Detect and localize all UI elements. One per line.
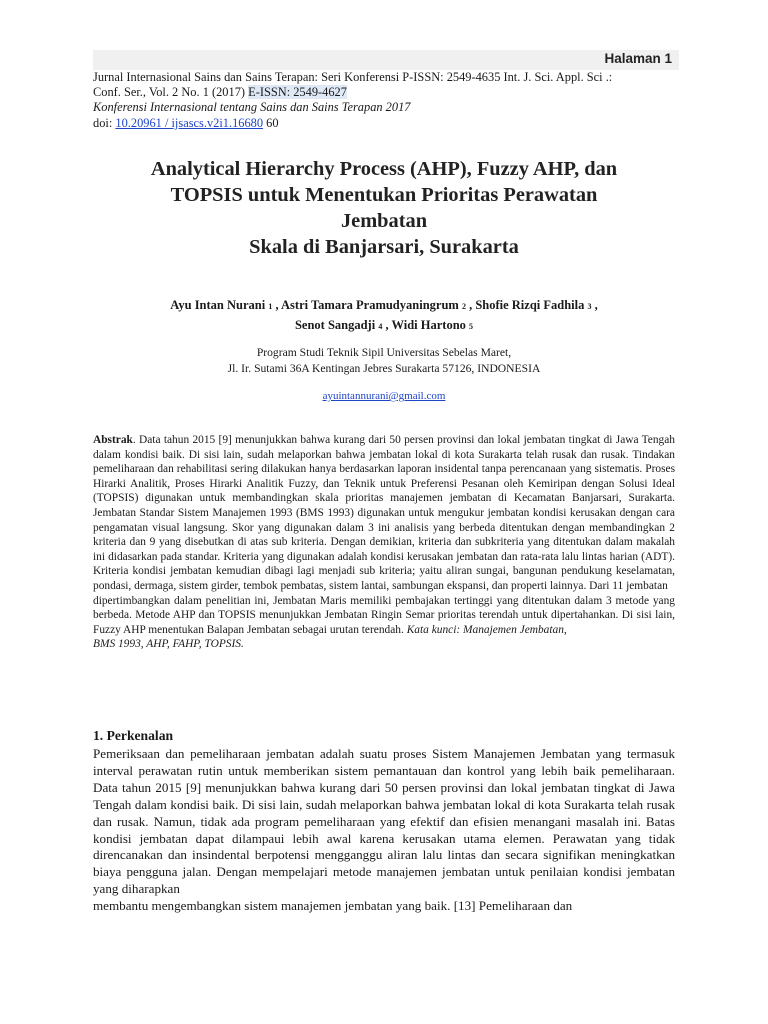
doi-link[interactable]: 10.20961 / ijsascs.v2i1.16680 <box>115 115 264 130</box>
author-line-1 <box>60 296 708 316</box>
journal-line: Jurnal Internasional Sains dan Sains Terapan: Seri Konferensi P-ISSN: 2549-4635 Int. J. Sci. Appl. Sci .: <box>93 70 613 84</box>
eissn-highlight: E-ISSN: 2549-4627 <box>248 85 347 100</box>
abstract-text-2: dipertimbangkan dalam penelitian ini, Jembatan Maris memiliki pembajakan tertinggi yang ditentukan dalam 3 metode yang berbeda. Metode AHP dan TOPSIS menunjukkan Jembatan Ringin Semar prioritas terendah untuk dipertahankan. Di sisi lain, Fuzzy AHP menentukan Balapan Jembatan sebagai urutan terendah. <box>93 594 675 636</box>
affiliation <box>60 345 708 377</box>
doi-line <box>93 116 683 131</box>
author-name: , Shofie Rizqi Fadhila <box>469 298 585 312</box>
doi-page: 60 <box>266 115 279 130</box>
section-body <box>93 746 675 915</box>
author-email <box>60 390 708 402</box>
keywords: Manajemen Jembatan, <box>463 623 567 636</box>
journal-metadata <box>93 70 683 131</box>
conference-name: Konferensi Internasional tentang Sains dan Sains Terapan 2017 <box>93 100 411 115</box>
keywords-continued: BMS 1993, AHP, FAHP, TOPSIS. <box>93 638 244 651</box>
title-line-3: Jembatan <box>340 210 428 232</box>
keywords-label: Kata kunci: <box>406 623 461 636</box>
author-index: 1 <box>268 302 273 311</box>
author-list <box>60 296 708 336</box>
journal-line-2 <box>93 85 683 100</box>
page-number-label: Halaman 1 <box>604 51 672 66</box>
paper-title <box>60 156 708 260</box>
author-separator: , <box>594 298 598 312</box>
author-index: 5 <box>469 322 474 331</box>
journal-volume: Conf. Ser., Vol. 2 No. 1 (2017) <box>93 85 246 100</box>
section-heading: 1. Perkenalan <box>93 728 174 743</box>
author-index: 4 <box>378 322 383 331</box>
doi-prefix: doi: <box>93 115 113 130</box>
author-name: Ayu Intan Nurani <box>170 298 266 312</box>
affiliation-line-2: Jl. Ir. Sutami 36A Kentingan Jebres Surakarta 57126, INDONESIA <box>227 362 541 375</box>
author-name: Senot Sangadji <box>294 318 376 332</box>
affiliation-line-1: Program Studi Teknik Sipil Universitas Sebelas Maret, <box>256 346 512 359</box>
abstract <box>93 433 675 652</box>
author-name: , Astri Tamara Pramudyaningrum <box>275 298 459 312</box>
author-index: 2 <box>461 302 466 311</box>
abstract-label: Abstrak <box>93 434 133 446</box>
author-line-2 <box>60 316 708 336</box>
body-paragraph-1: Pemeriksaan dan pemeliharaan jembatan adalah suatu proses Sistem Manajemen Jembatan yang termasuk interval perawatan rutin untuk memberikan sistem pemantauan dan kontrol yang lebih baik pemeliharaan. Data tahun 2015 [9] menunjukkan bahwa kurang dari 50 persen provinsi dan lokal jembatan tingkat di Jawa Tengah dalam kondisi baik. Di sisi lain, sudah melaporkan bahwa jembatan lokal di kota Surakarta telah rusak dan rusak. Namun, tidak ada program pemeliharaan yang efektif dan efisien menangani masalah ini. Batas kondisi jembatan dapat dilampaui lebih awal karena kerusakan utama elemen. Perawatan yang tidak direncanakan dan insindental berpotensi mengganggu aliran lalu lintas dan secara signifikan meningkatkan biaya pengguna jalan. Dengan mempelajari metode manajemen jembatan untuk penilaian kondisi jembatan yang diharapkan <box>93 746 675 897</box>
title-line-4: Skala di Banjarsari, Surakarta <box>249 236 519 258</box>
abstract-paragraph-2 <box>93 594 675 638</box>
title-line-2: TOPSIS untuk Menentukan Prioritas Perawatan <box>170 184 598 206</box>
author-index: 3 <box>587 302 592 311</box>
header-band <box>93 50 679 70</box>
title-line-1: Analytical Hierarchy Process (AHP), Fuzzy AHP, dan <box>150 158 618 180</box>
email-link[interactable]: ayuintannurani@gmail.com <box>322 390 446 402</box>
abstract-text: . Data tahun 2015 [9] menunjukkan bahwa kurang dari 50 persen provinsi dan lokal jembatan tingkat di Jawa Tengah dalam kondisi baik. Di sisi lain, sudah melaporkan bahwa jembatan lokal di kota Surakarta telah rusak dan rusak. Tindakan pemeliharaan dan rehabilitasi sering dilakukan hanya berdasarkan laporan insidental tanpa perencanaan yang sistematis. Proses Hirarki Analitik, Proses Hirarki Analitik Fuzzy, dan Teknik untuk Preferensi Pesanan oleh Kemiripan dengan Solusi Ideal (TOPSIS) digunakan untuk membandingkan skala prioritas manajemen jembatan di Kecamatan Banjarsari, Surakarta. Jembatan Standar Sistem Manajemen 1993 (BMS 1993) digunakan untuk mengukur jembatan kondisi kerusakan dengan cara pengamatan visual langsung. Skor yang digunakan dalam 3 ini analisis yang berbeda ditentukan dengan membandingkan 2 kriteria dan 9 yang disebutkan di atas sub kriteria. Dengan demikian, kriteria dan subkriteria yang ditentukan dalam makalah ini didasarkan pada standar. Kriteria yang digunakan adalah kondisi kerusakan jembatan dan rata-rata lalu lintas harian (ADT). Kriteria kondisi jembatan kemudian dibagi lagi menjadi sub kriteria; yaitu aliran sungai, bangunan pendukung keselamatan, pondasi, dermaga, sistem girder, tembok pembatas, sistem lantai, sambungan ekspansi, dan properti lainnya. Dari 11 jembatan <box>93 434 675 592</box>
author-name: , Widi Hartono <box>385 318 466 332</box>
body-paragraph-2: membantu mengembangkan sistem manajemen jembatan yang baik. [13] Pemeliharaan dan <box>93 898 573 914</box>
abstract-paragraph-1 <box>93 433 675 594</box>
